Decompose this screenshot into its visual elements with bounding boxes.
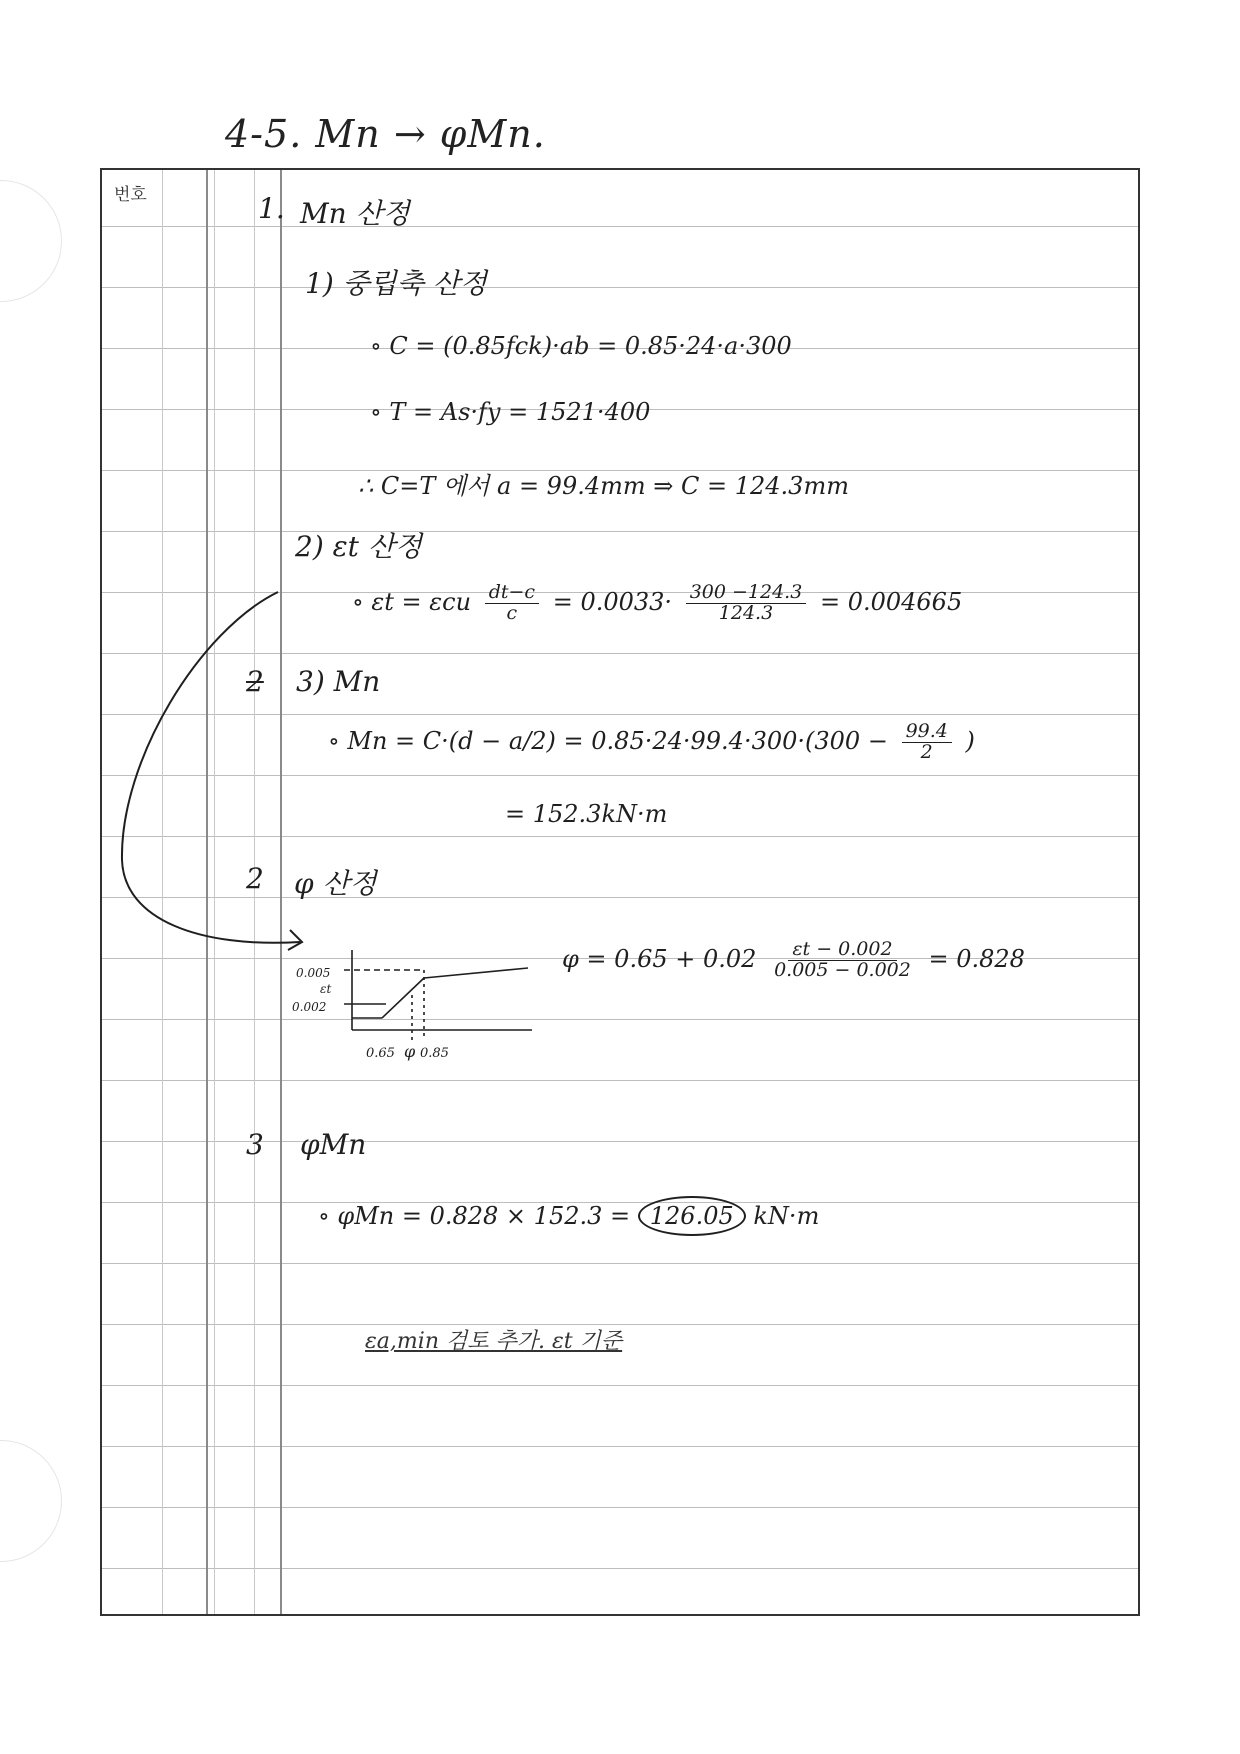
arrow-head-icon — [288, 930, 302, 950]
strain-result: = 0.004665 — [819, 587, 963, 616]
phi-result: = 0.828 — [928, 944, 1025, 973]
step1-title: Mn 산정 — [300, 197, 410, 230]
moment-fraction-numerator: 99.4 — [902, 722, 952, 743]
number-column-header: 번호 — [114, 185, 147, 205]
step3-number: 3 — [246, 1128, 264, 1161]
graph-label-phi: φ — [404, 1042, 416, 1061]
strain-value-denominator: 124.3 — [718, 601, 774, 624]
step3-title: φMn — [300, 1128, 367, 1161]
phi-fraction-denominator: 0.005 − 0.002 — [774, 958, 911, 981]
design-moment-result-circled: 126.05 — [638, 1196, 746, 1236]
phi-graph — [344, 950, 532, 1040]
compression-force-equation: ∘ C = (0.85fck)·ab = 0.85·24·a·300 — [370, 332, 792, 360]
graph-phi-max-segment — [424, 968, 528, 978]
graph-phi-transition-segment — [382, 978, 424, 1018]
strain-fraction-numerator: dt−c — [485, 583, 539, 604]
review-note: εa,min 검토 추가. εt 기준 — [365, 1329, 623, 1354]
phi-lhs: φ = 0.65 + 0.02 — [562, 944, 757, 973]
equilibrium-equation: ∴ C=T 에서 a = 99.4mm ⇒ C = 124.3mm — [358, 472, 849, 500]
phi-fraction-numerator: εt − 0.002 — [788, 940, 896, 961]
strain-fraction-denominator: c — [506, 601, 518, 624]
nominal-moment-result: = 152.3kN·m — [505, 800, 668, 828]
graph-label-0005: 0.005 — [296, 966, 331, 980]
graph-label-0002: 0.002 — [292, 1000, 327, 1014]
design-moment-expression: ∘ φMn = 0.828 × 152.3 = — [318, 1202, 631, 1230]
step2-title: φ 산정 — [294, 867, 377, 900]
graph-label-085: 0.85 — [420, 1046, 449, 1061]
tension-force-equation: ∘ T = As·fy = 1521·400 — [370, 398, 651, 426]
neutral-axis-heading: 1) 중립축 산정 — [305, 267, 487, 300]
strain-mid: = 0.0033· — [552, 587, 673, 616]
step2-number: 2 — [246, 862, 264, 895]
graph-label-et: εt — [320, 982, 332, 996]
strain-heading: 2) εt 산정 — [295, 530, 422, 563]
moment-close: ) — [965, 726, 975, 755]
moment-heading: 3) Mn — [296, 665, 381, 698]
moment-lhs: ∘ Mn = C·(d − a/2) = 0.85·24·99.4·300·(300 − — [328, 726, 888, 755]
moment-margin-marker: 2 — [246, 665, 264, 698]
strain-value-numerator: 300 −124.3 — [686, 583, 807, 604]
curved-arrow-line — [122, 592, 300, 943]
strain-lhs: ∘ εt = εcu — [352, 587, 472, 616]
design-moment-unit: kN·m — [753, 1202, 820, 1230]
moment-fraction-denominator: 2 — [920, 740, 933, 763]
problem-title: 4-5. Mn → φMn. — [225, 112, 546, 156]
graph-label-065: 0.65 — [366, 1046, 395, 1061]
step1-number: 1. — [258, 192, 285, 225]
